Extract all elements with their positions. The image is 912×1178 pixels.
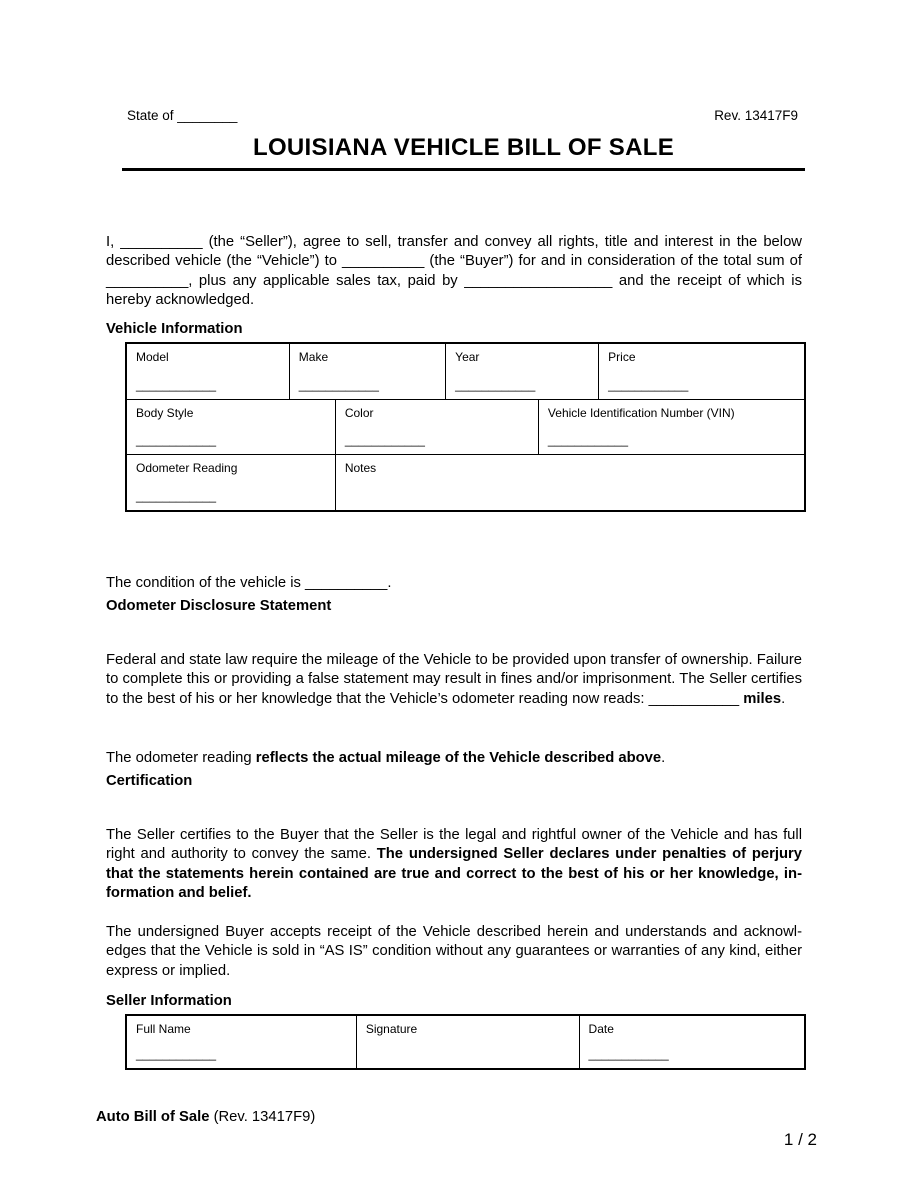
vehicle-table-row-1 (127, 344, 804, 399)
color-cell (335, 400, 538, 455)
color-label: Color (344, 405, 374, 420)
vin-cell (538, 400, 804, 455)
color-blank-line: ____________ (344, 433, 425, 448)
price-blank-line: ____________ (608, 377, 689, 392)
full-name-label: Full Name (136, 1022, 191, 1036)
footer-document-name-bold: Auto Bill of Sale (96, 1109, 210, 1125)
footer-document-name (96, 1109, 315, 1125)
vin-label: Vehicle Identification Number (VIN) (547, 405, 735, 420)
title-divider (122, 168, 805, 171)
date-blank-line: ____________ (588, 1047, 669, 1061)
notes-label: Notes (344, 461, 377, 476)
intro-paragraph: I, __________ (the “Seller”), agree to sell, transfer and convey all rights, title and interest in the below described vehicle (the “Vehicle”) to __________ (the “Buyer”) for and in consideration of the total sum of __________, plus any applicable sales tax, paid by __________________ and the receipt of which is hereby acknowledged. (106, 233, 802, 309)
signature-label: Signature (365, 1022, 418, 1036)
full-name-blank-line: ____________ (136, 1047, 217, 1061)
state-of-line: State of ________ (127, 108, 238, 123)
year-cell (445, 344, 598, 399)
certification-paragraph: The Seller certifies to the Buyer that the Seller is the legal and rightful owner of the Vehicle and has full right and authority to convey the same. The undersigned Seller declares under penalties of perjury that the statements herein contained are true and correct to the best of his or her knowledge, information and belief. (106, 826, 802, 902)
model-label: Model (136, 350, 169, 364)
notes-cell (335, 455, 804, 510)
make-cell (289, 344, 445, 399)
vehicle-information-heading: Vehicle Information (106, 321, 243, 337)
odometer-reading-line: The odometer reading reflects the actual mileage of the Vehicle described above. (106, 749, 666, 766)
buyer-acceptance-paragraph: The undersigned Buyer accepts receipt of the Vehicle described herein and understands and acknowledges that the Vehicle is sold in “AS IS” condition without any guarantees or warranties of any kind, either express or implied. (106, 923, 802, 979)
date-label: Date (588, 1022, 614, 1036)
signature-cell (356, 1016, 579, 1068)
date-cell (579, 1016, 804, 1068)
odometer-disclosure-heading: Odometer Disclosure Statement (106, 598, 332, 614)
condition-line: The condition of the vehicle is __________. (106, 574, 392, 591)
vehicle-table-row-2 (127, 399, 804, 455)
page-title: LOUISIANA VEHICLE BILL OF SALE (252, 134, 675, 161)
model-cell (127, 344, 289, 399)
seller-information-heading: Seller Information (106, 993, 232, 1009)
certification-heading: Certification (106, 773, 193, 789)
vehicle-information-table (125, 342, 806, 512)
odometer-reading-blank-line: ____________ (136, 488, 217, 503)
vin-blank-line: ____________ (547, 433, 629, 448)
revision-number: Rev. 13417F9 (714, 108, 798, 123)
year-label: Year (455, 350, 480, 364)
make-label: Make (298, 350, 329, 364)
odometer-disclosure-paragraph: Federal and state law require the mileage of the Vehicle to be provided upon transfer of ownership. Failure to complete this or providing a false statement may result in fines and/or imprisonment. The Seller certifies to the best of his or her knowledge that the Vehicle’s odometer reading now reads: ___________ miles. (106, 651, 802, 707)
seller-table-row (127, 1016, 804, 1068)
model-blank-line: ____________ (136, 377, 217, 392)
body-style-label: Body Style (136, 405, 194, 420)
odometer-reading-label: Odometer Reading (136, 461, 238, 476)
page-number-indicator: 1 / 2 (783, 1130, 817, 1149)
vehicle-table-row-3 (127, 454, 804, 510)
body-style-cell (127, 400, 335, 455)
odometer-reading-cell (127, 455, 335, 510)
year-blank-line: ____________ (455, 377, 536, 392)
page-header (127, 108, 798, 123)
price-label: Price (608, 350, 636, 364)
full-name-cell (127, 1016, 356, 1068)
seller-information-table (125, 1014, 806, 1070)
price-cell (598, 344, 804, 399)
make-blank-line: ____________ (298, 377, 379, 392)
body-style-blank-line: ____________ (136, 433, 217, 448)
footer-revision: (Rev. 13417F9) (209, 1109, 316, 1125)
